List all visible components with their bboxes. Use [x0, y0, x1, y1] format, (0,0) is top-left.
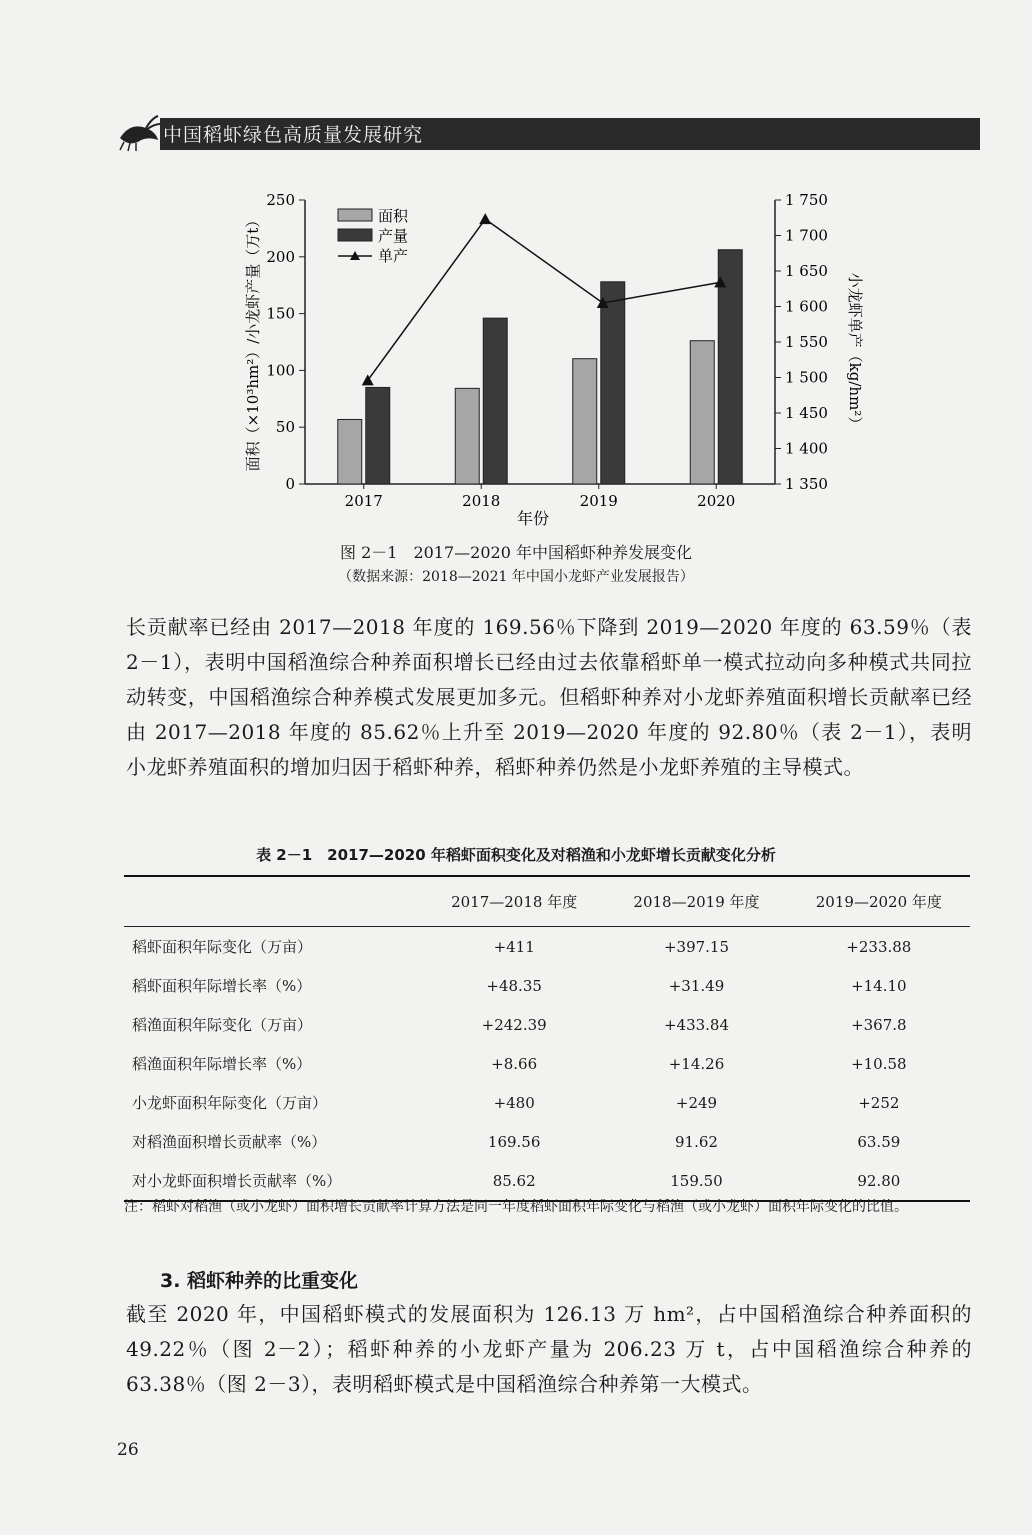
table-cell: +480 — [493, 1093, 535, 1112]
row-label: 稻渔面积年际变化（万亩） — [132, 1016, 313, 1034]
table-cell: +433.84 — [663, 1015, 730, 1034]
y-tick-label-right: 1 650 — [785, 262, 828, 280]
data-table — [124, 875, 970, 1202]
chart-figure — [0, 0, 1032, 540]
table-title: 表 2－1 2017—2020 年稻虾面积变化及对稻渔和小龙虾增长贡献变化分析 — [256, 846, 776, 864]
x-tick-label: 2017 — [344, 492, 383, 510]
legend-label-production: 产量 — [378, 227, 409, 245]
table-cell: 92.80 — [788, 1161, 970, 1201]
table-cell: +367.8 — [851, 1015, 907, 1034]
x-tick-label: 2019 — [579, 492, 618, 510]
y-tick-label-right: 1 550 — [785, 333, 828, 351]
bar-area — [455, 388, 479, 484]
table-cell: 91.62 — [675, 1132, 718, 1151]
table-cell: 85.62 — [423, 1161, 605, 1201]
table-row — [124, 1122, 970, 1161]
table-note: 注：稻虾对稻渔（或小龙虾）面积增长贡献率计算方法是同一年度稻虾面积年际变化与稻渔（或小龙虾）面积年际变化的比值。 — [124, 1199, 908, 1215]
y-tick-label-left: 250 — [266, 191, 295, 209]
section-heading: 3. 稻虾种养的比重变化 — [160, 1270, 359, 1292]
y-tick-label-right: 1 400 — [785, 439, 828, 458]
row-label: 对稻渔面积增长贡献率（%） — [132, 1133, 327, 1151]
x-axis-label: 年份 — [516, 509, 550, 528]
line-yield — [368, 219, 721, 380]
legend-label-yield: 单产 — [378, 247, 409, 265]
legend-label-area: 面积 — [378, 207, 409, 225]
row-label: 小龙虾面积年际变化（万亩） — [132, 1094, 328, 1112]
legend-swatch-area — [338, 209, 372, 221]
y-axis-label-left: 面积（×10³hm²）/小龙虾产量（万t） — [244, 212, 262, 472]
table-cell: 159.50 — [605, 1161, 787, 1201]
y-tick-label-left: 150 — [266, 304, 295, 323]
y-axis-label-right: 小龙虾单产（kg/hm²） — [846, 272, 864, 432]
table-cell: 169.56 — [487, 1132, 541, 1151]
y-tick-label-right: 1 500 — [785, 368, 828, 387]
table-cell: +31.49 — [668, 976, 725, 995]
table-cell: +397.15 — [663, 937, 730, 956]
table-row — [124, 966, 970, 1005]
page-number: 26 — [117, 1440, 139, 1460]
table-cell: +233.88 — [846, 937, 912, 956]
y-tick-label-left: 0 — [285, 475, 295, 493]
table-header-cell — [124, 876, 423, 927]
bar-production — [601, 282, 625, 484]
table-cell: +48.35 — [486, 976, 542, 995]
figure-caption: 图 2－1 2017—2020 年中国稻虾种养发展变化 — [340, 543, 692, 562]
y-tick-label-right: 1 600 — [785, 297, 828, 316]
row-label: 对小龙虾面积增长贡献率（%） — [124, 1161, 423, 1201]
table-cell: +10.58 — [851, 1054, 907, 1073]
table-cell: +14.10 — [851, 976, 907, 995]
x-tick-label: 2018 — [462, 492, 501, 510]
table-row — [124, 927, 970, 967]
row-label: 稻虾面积年际增长率（%） — [132, 977, 312, 995]
table-row — [124, 1083, 970, 1122]
running-header-title: 中国稻虾绿色高质量发展研究 — [163, 124, 424, 146]
table-cell: +411 — [493, 937, 535, 956]
row-label: 稻渔面积年际增长率（%） — [132, 1055, 312, 1073]
bar-production — [483, 318, 507, 484]
y-tick-label-left: 50 — [275, 418, 295, 437]
table-cell: 63.59 — [857, 1132, 901, 1151]
bar-area — [338, 419, 362, 484]
body-paragraph-1: 长贡献率已经由 2017—2018 年度的 169.56％下降到 2019—2020 年度的 63.59％（表 2－1），表明中国稻渔综合种养面积增长已经由过去依靠稻虾单一模式拉动向多种模式共同拉动转变，中国稻渔综合种养模式发展更加多元。但稻虾种养对小龙虾养殖面积增长贡献率已经由 2017—2018 年度的 85.62％上升至 2019—2020 年度的 92.80％（表 2－1），表明小龙虾养殖面积的增加归因于稻虾种养，稻虾种养仍然是小龙虾养殖的主导模式。 — [126, 615, 972, 779]
table-header-row — [124, 876, 970, 927]
table-cell: +8.66 — [491, 1054, 538, 1073]
table-row — [124, 1044, 970, 1083]
table-row — [124, 1161, 970, 1201]
legend-swatch-production — [338, 229, 372, 241]
table-cell: +14.26 — [668, 1054, 725, 1073]
bar-area — [573, 359, 597, 484]
table-cell: +252 — [858, 1093, 900, 1112]
figure-source: （数据来源：2018—2021 年中国小龙虾产业发展报告） — [338, 569, 694, 585]
row-label: 稻虾面积年际变化（万亩） — [132, 938, 313, 956]
bar-area — [690, 341, 714, 484]
point-yield — [362, 374, 374, 385]
table-cell: +249 — [675, 1093, 718, 1112]
body-paragraph-2: 截至 2020 年，中国稻虾模式的发展面积为 126.13 万 hm²，占中国稻渔综合种养面积的 49.22％（图 2－2）；稻虾种养的小龙虾产量为 206.23 万 t，占中国稻渔综合种养的 63.38％（图 2－3），表明稻虾模式是中国稻渔综合种养第一大模式。 — [126, 1302, 972, 1396]
y-tick-label-left: 200 — [266, 247, 295, 266]
y-tick-label-left: 100 — [266, 361, 295, 380]
table-header-cell: 2018—2019 年度 — [605, 876, 787, 927]
y-tick-label-right: 1 700 — [785, 226, 828, 245]
y-tick-label-right: 1 450 — [785, 404, 828, 422]
y-tick-label-right: 1 750 — [785, 191, 828, 209]
table-header-cell: 2019—2020 年度 — [788, 876, 970, 927]
x-tick-label: 2020 — [697, 492, 736, 510]
bar-production — [366, 387, 390, 484]
table-row — [124, 1005, 970, 1044]
point-yield — [479, 213, 491, 224]
table-cell: +242.39 — [481, 1015, 547, 1034]
y-tick-label-right: 1 350 — [785, 475, 828, 493]
table-header-cell: 2017—2018 年度 — [423, 876, 605, 927]
